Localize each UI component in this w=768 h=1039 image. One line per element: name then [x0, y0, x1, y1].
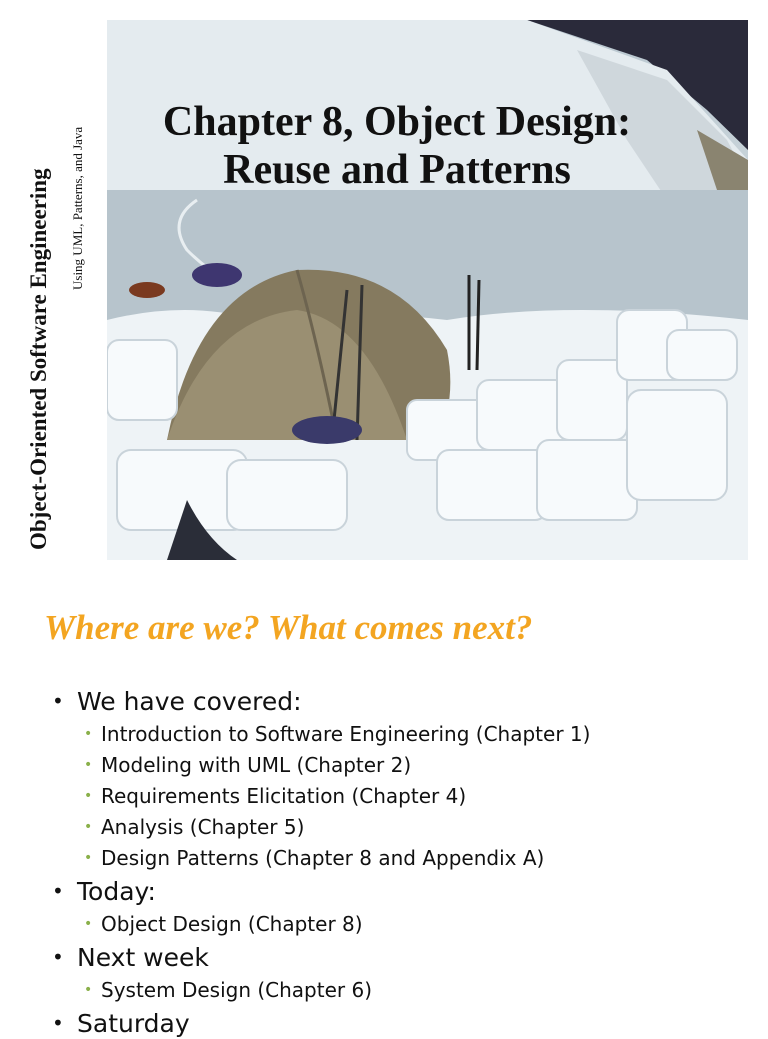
- list-item-label: Saturday: [77, 1009, 190, 1038]
- sub-bullet-icon: •: [84, 726, 93, 742]
- sub-bullet-icon: •: [84, 788, 93, 804]
- chapter-title: [107, 98, 687, 194]
- sub-list-item: [77, 781, 750, 812]
- sub-bullet-icon: •: [84, 819, 93, 835]
- list-item-label: We have covered:: [77, 687, 302, 716]
- sub-item-label: Requirements Elicitation (Chapter 4): [101, 784, 467, 808]
- sub-item-label: Introduction to Software Engineering (Chapter 1): [101, 722, 591, 746]
- side-title-block: [26, 40, 85, 555]
- sub-bullet-icon: •: [84, 850, 93, 866]
- sub-bullet-icon: •: [84, 757, 93, 773]
- sub-item-label: Analysis (Chapter 5): [101, 815, 305, 839]
- bullet-icon: •: [52, 945, 64, 969]
- sub-list: [77, 909, 750, 940]
- agenda-list: [50, 686, 750, 1039]
- bullet-icon: •: [52, 689, 64, 713]
- sub-item-label: Modeling with UML (Chapter 2): [101, 753, 412, 777]
- sub-bullet-icon: •: [84, 982, 93, 998]
- slide-title: Where are we? What comes next?: [44, 608, 533, 647]
- chapter-title-line2: Reuse and Patterns: [223, 147, 571, 193]
- sub-item-label: Design Patterns (Chapter 8 and Appendix A): [101, 846, 545, 870]
- sub-list: [77, 719, 750, 874]
- chapter-title-line1: Chapter 8, Object Design:: [162, 99, 632, 145]
- mountain-camp-photo: [107, 20, 748, 560]
- list-item-label: Today:: [77, 877, 156, 906]
- sub-list: [77, 975, 750, 1006]
- sub-list-item: [77, 909, 750, 940]
- book-subtitle: Using UML, Patterns, and Java: [70, 126, 85, 290]
- sub-list-item: [77, 843, 750, 874]
- book-title: Object-Oriented Software Engineering: [26, 168, 51, 550]
- sub-list-item: [77, 719, 750, 750]
- sub-item-label: System Design (Chapter 6): [101, 978, 372, 1002]
- list-item-label: Next week: [77, 943, 209, 972]
- list-item: [50, 876, 750, 940]
- list-item: [50, 942, 750, 1006]
- sub-list-item: [77, 812, 750, 843]
- sub-bullet-icon: •: [84, 916, 93, 932]
- sub-list-item: [77, 750, 750, 781]
- list-item: [50, 686, 750, 874]
- sub-list-item: [77, 975, 750, 1006]
- agenda-slide: [0, 600, 768, 1038]
- sub-item-label: Object Design (Chapter 8): [101, 912, 363, 936]
- bullet-icon: •: [52, 879, 64, 903]
- bullet-icon: •: [52, 1011, 64, 1035]
